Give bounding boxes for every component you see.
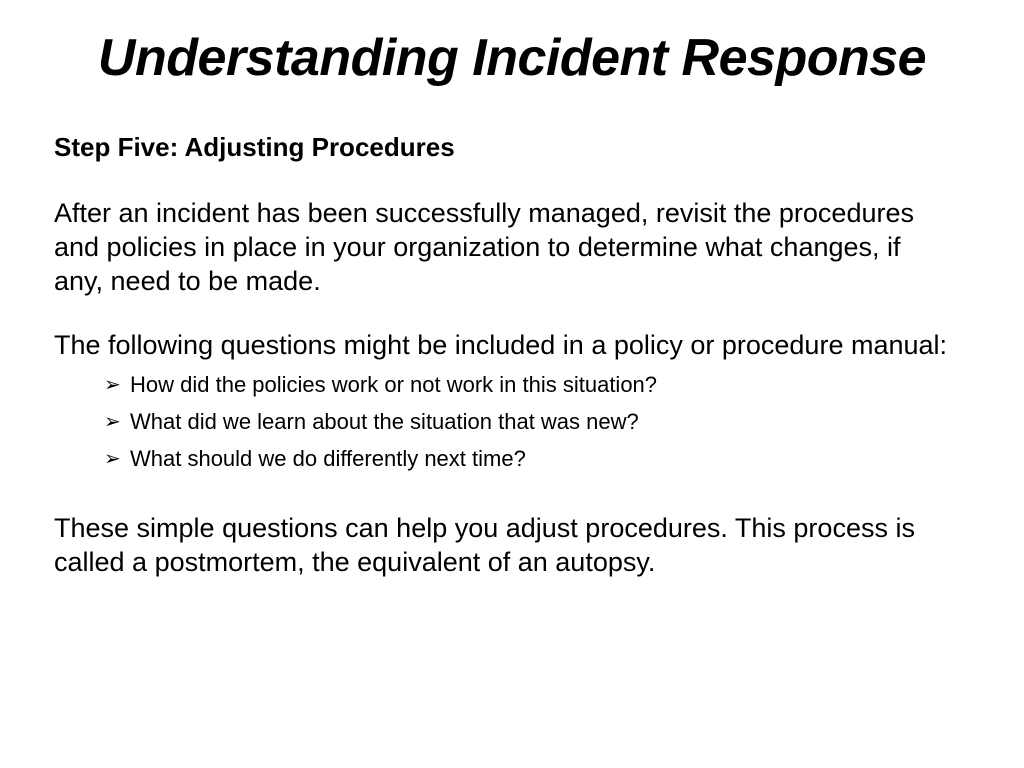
list-item-text: What should we do differently next time? <box>130 446 526 471</box>
list-item-text: What did we learn about the situation that was new? <box>130 409 639 434</box>
list-item <box>104 440 954 477</box>
list-item <box>104 366 954 403</box>
question-list <box>104 366 954 477</box>
paragraph-questions-intro: The following questions might be included in a policy or procedure manual: <box>54 330 948 360</box>
arrow-bullet-icon: ➢ <box>104 410 121 433</box>
step-heading: Step Five: Adjusting Procedures <box>54 132 455 162</box>
slide-title: Understanding Incident Response <box>97 29 927 87</box>
paragraph-postmortem: These simple questions can help you adjust procedures. This process is called a postmortem, the equivalent of an autopsy. <box>54 513 915 577</box>
list-item-text: How did the policies work or not work in this situation? <box>130 372 658 397</box>
arrow-bullet-icon: ➢ <box>104 447 121 470</box>
arrow-bullet-icon: ➢ <box>104 373 121 396</box>
list-item <box>104 403 954 440</box>
slide-body <box>54 128 954 609</box>
paragraph-after-incident: After an incident has been successfully managed, revisit the procedures and policies in place in your organization to determine what changes, if any, need to be made. <box>54 198 914 296</box>
